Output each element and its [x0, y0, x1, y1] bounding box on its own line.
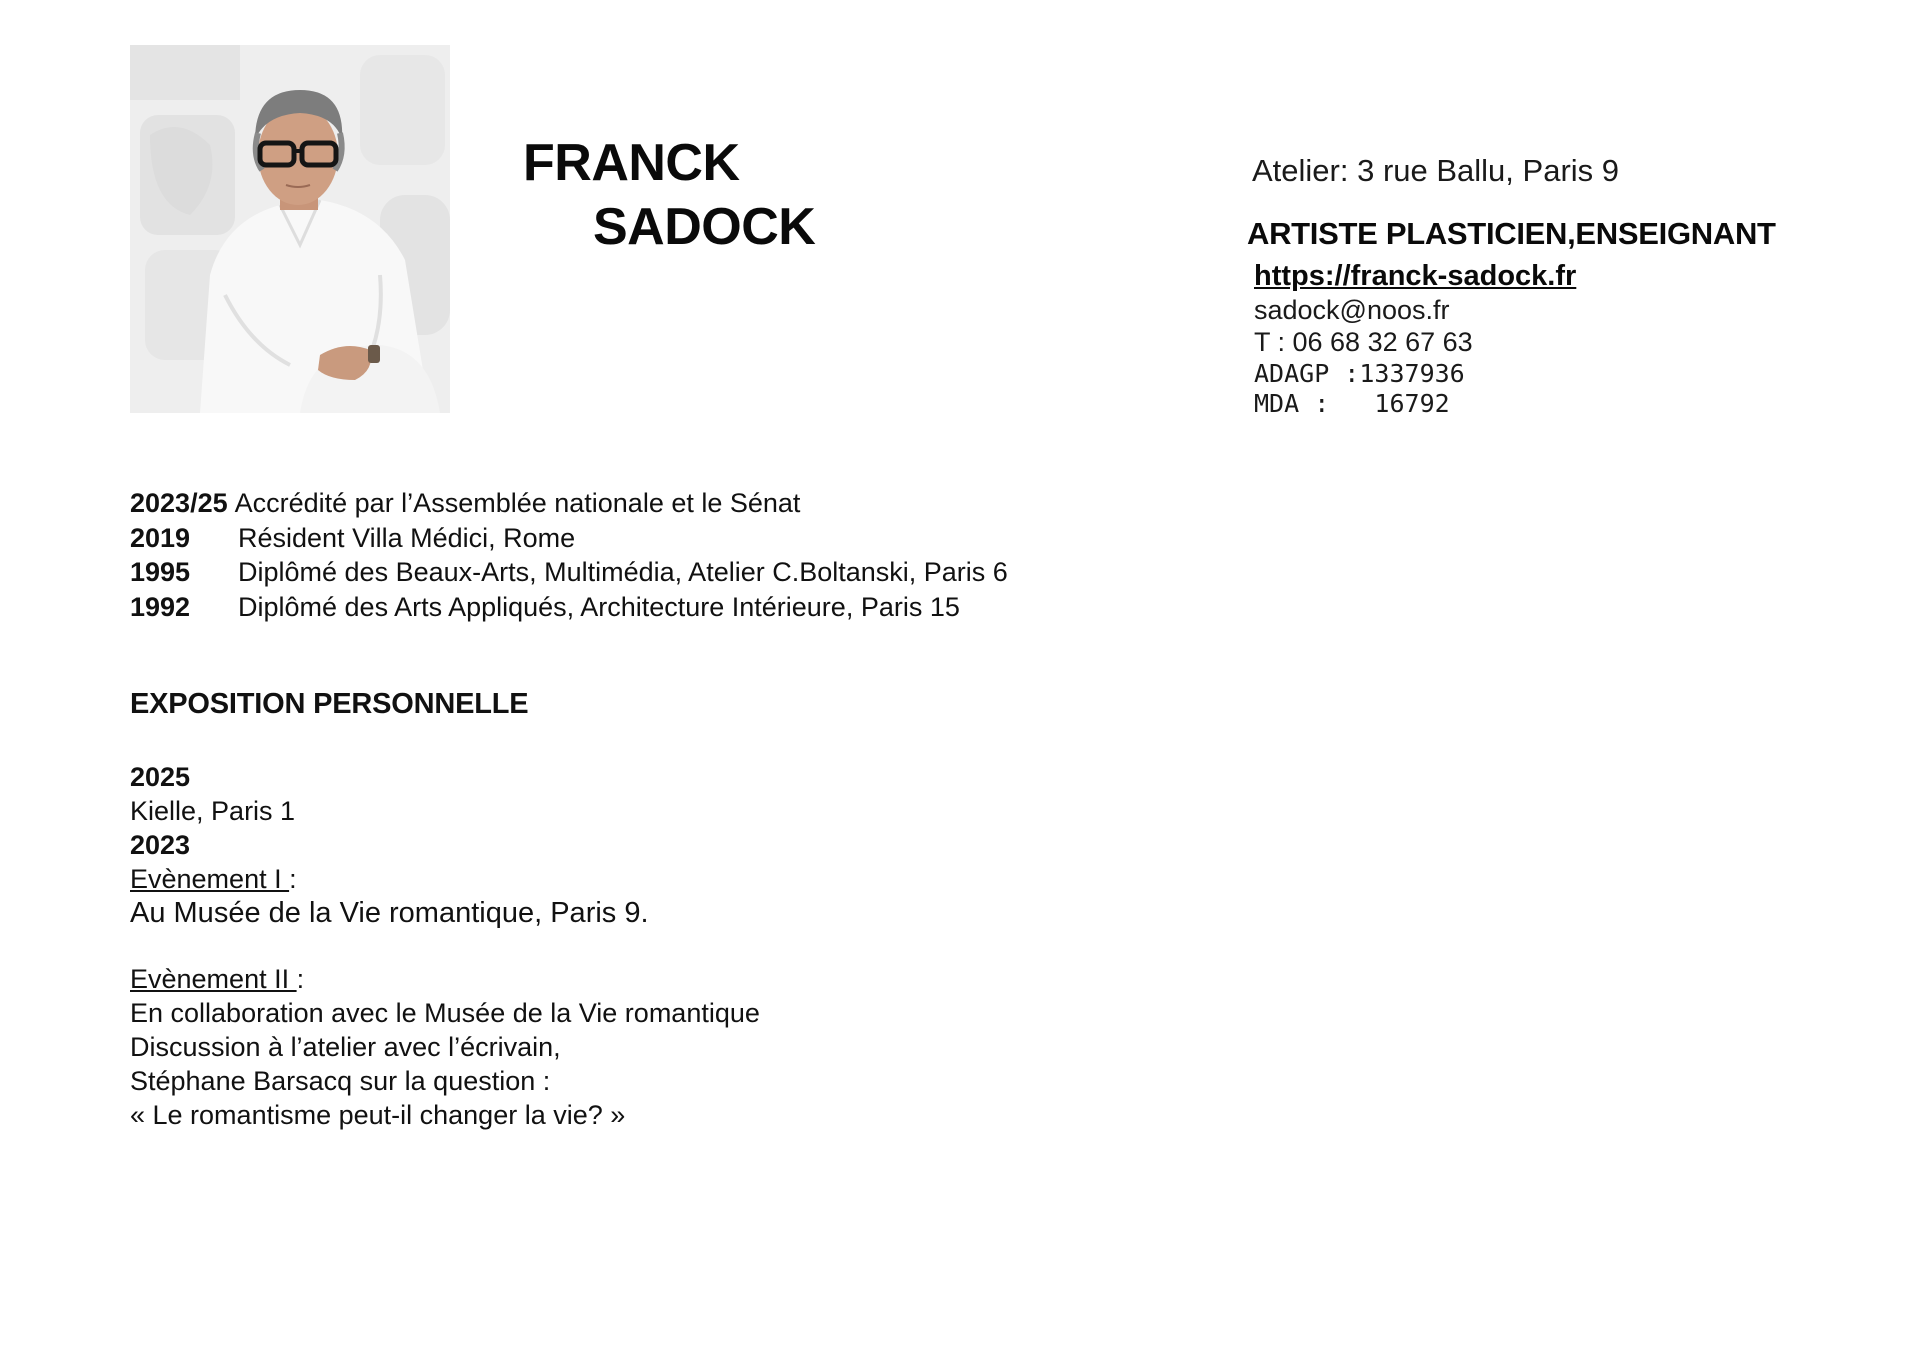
email-address[interactable]: sadock@noos.fr: [1254, 295, 1450, 325]
cv-row: [130, 486, 1008, 521]
event-2-colon: :: [296, 964, 305, 994]
exhibition-list: [130, 760, 760, 1132]
cv-timeline: [130, 486, 1008, 624]
event-2-line: Stéphane Barsacq sur la question :: [130, 1066, 551, 1096]
artist-first-name: FRANCK: [523, 134, 740, 192]
cv-text: Accrédité par l’Assemblée nationale et le Sénat: [234, 488, 801, 518]
website-link[interactable]: https://franck-sadock.fr: [1254, 260, 1577, 292]
event-1-label: Evènement I: [130, 864, 290, 894]
event-2-line: Discussion à l’atelier avec l’écrivain,: [130, 1032, 561, 1062]
artist-last-name: SADOCK: [593, 198, 816, 256]
cv-year: 2019: [130, 522, 191, 553]
adagp-number: ADAGP :1337936: [1254, 359, 1465, 388]
exhibition-year-2025: 2025: [130, 762, 191, 792]
event-1-text: Au Musée de la Vie romantique, Paris 9.: [130, 897, 649, 929]
cv-year: 2023/25: [130, 488, 228, 518]
atelier-address: Atelier: 3 rue Ballu, Paris 9: [1252, 153, 1620, 188]
spacer: [130, 930, 760, 962]
cv-text: Diplômé des Arts Appliqués, Architecture Intérieure, Paris 15: [238, 591, 960, 622]
event-2-heading: [130, 962, 760, 996]
cv-year: 1992: [130, 591, 191, 622]
artist-portrait-photo: [130, 45, 450, 413]
artist-role: ARTISTE PLASTICIEN,ENSEIGNANT: [1247, 216, 1776, 251]
event-2-label: Evènement II: [130, 964, 297, 994]
mda-number: MDA : 16792: [1254, 389, 1450, 418]
event-1-heading: [130, 862, 760, 896]
phone-number: T : 06 68 32 67 63: [1254, 327, 1473, 357]
exhibition-year-2023: 2023: [130, 830, 191, 860]
cv-row: [130, 590, 1008, 625]
cv-text: Résident Villa Médici, Rome: [238, 522, 576, 553]
event-2-line: En collaboration avec le Musée de la Vie romantique: [130, 998, 760, 1028]
cv-row: [130, 555, 1008, 590]
event-1-colon: :: [289, 864, 297, 894]
event-2-line: « Le romantisme peut-il changer la vie? »: [130, 1100, 626, 1130]
section-title-exposition: EXPOSITION PERSONNELLE: [130, 688, 529, 720]
cv-row: [130, 521, 1008, 556]
cv-text: Diplômé des Beaux-Arts, Multimédia, Atelier C.Boltanski, Paris 6: [238, 557, 1008, 587]
exhibition-kielle: Kielle, Paris 1: [130, 796, 296, 826]
cv-year: 1995: [130, 557, 191, 587]
